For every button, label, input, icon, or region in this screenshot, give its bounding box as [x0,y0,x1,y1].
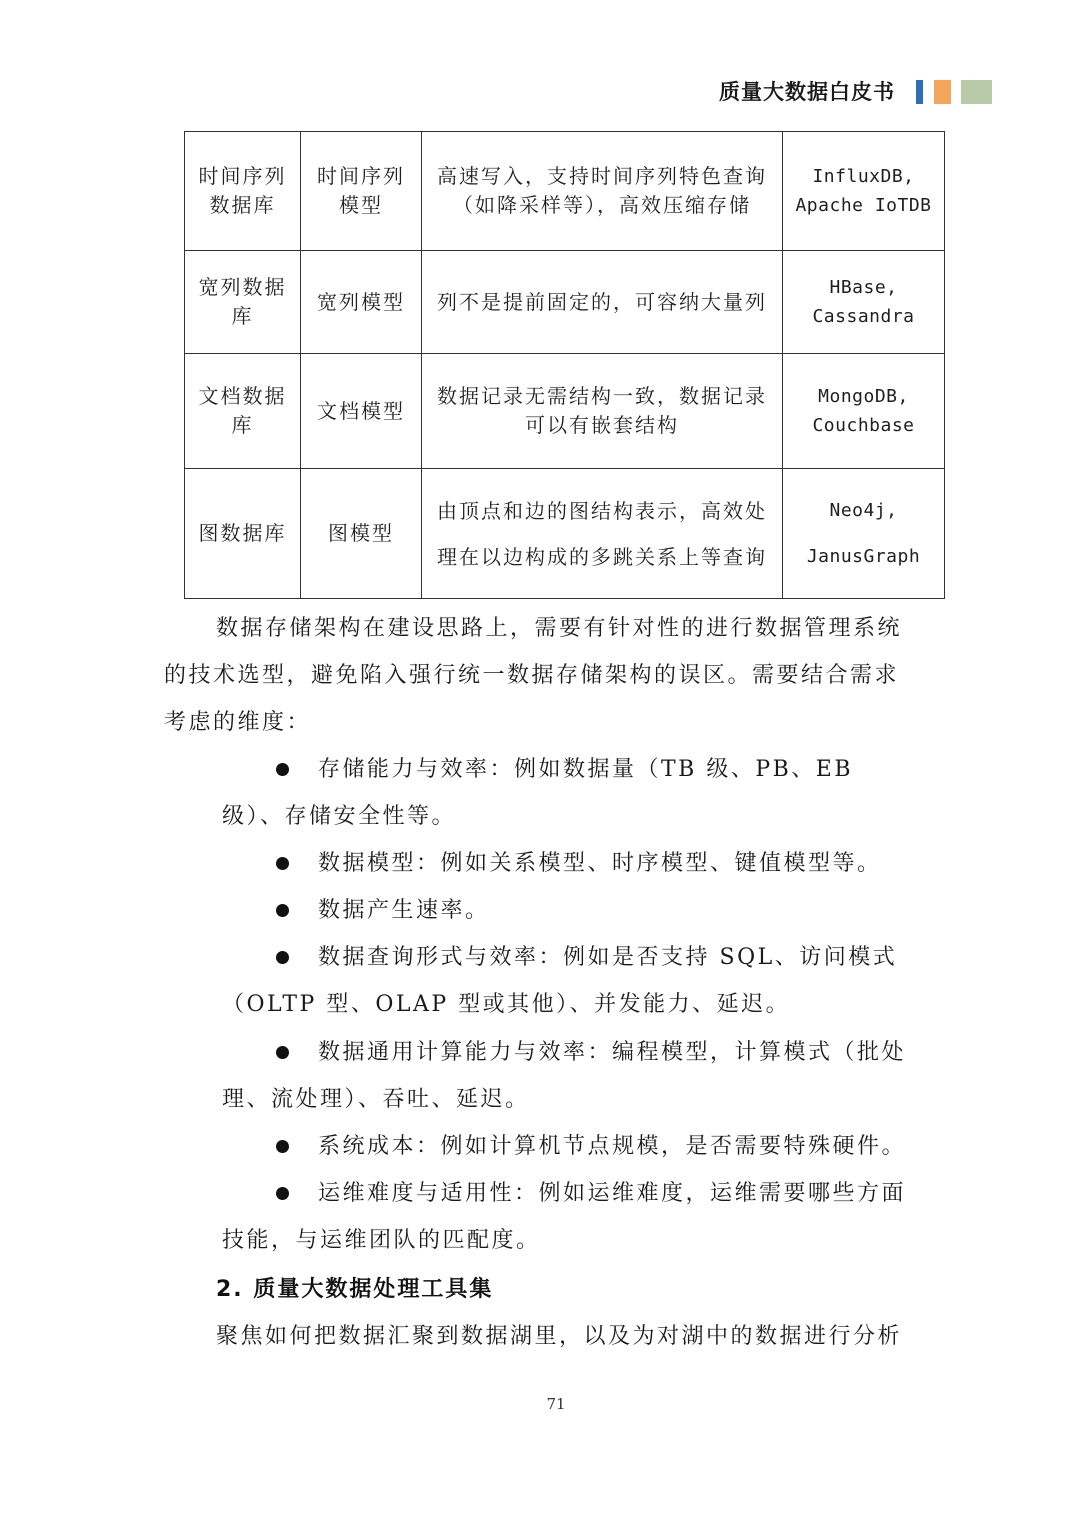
table-row [185,132,945,251]
list-item-text: 系统成本：例如计算机节点规模，是否需要特殊硬件。 [318,1134,907,1159]
list-item-text: 数据查询形式与效率：例如是否支持 SQL、访问模式（OLTP 型、OLAP 型或其他）、并发能力、延迟。 [222,945,898,1017]
list-item [222,1170,916,1264]
header-title: 质量大数据白皮书 [719,80,895,104]
table-cell-products: InfluxDB, Apache IoTDB [783,132,945,251]
header-bar-blue [916,80,923,104]
header-bar-green [961,80,992,104]
table-cell-description: 由顶点和边的图结构表示，高效处 理在以边构成的多跳关系上等查询 [422,469,783,599]
bullet-dot-icon [276,1187,289,1200]
list-item-text: 数据通用计算能力与效率：编程模型，计算模式（批处理、流处理）、吞吐、延迟。 [222,1040,907,1112]
list-item-text: 数据产生速率。 [318,898,490,923]
table-cell-description: 数据记录无需结构一致，数据记录 可以有嵌套结构 [422,354,783,469]
table-cell-products: HBase, Cassandra [783,251,945,354]
table-cell-category: 宽列数据 库 [185,251,301,354]
page-header [0,78,1080,110]
table-cell-model: 时间序列 模型 [301,132,422,251]
table-cell-products: Neo4j, JanusGraph [783,469,945,599]
page-number: 71 [546,1395,566,1413]
table-row [185,469,945,599]
list-item-text: 存储能力与效率：例如数据量（TB 级、PB、EB 级）、存储安全性等。 [222,757,854,829]
table-row [185,354,945,469]
list-item [222,887,916,934]
list-item [222,1029,916,1123]
bullet-dot-icon [276,951,289,964]
list-item [222,1123,916,1170]
list-item-text: 数据模型：例如关系模型、时序模型、键值模型等。 [318,851,882,876]
database-table [184,131,945,599]
bullet-dot-icon [276,1046,289,1059]
bullet-dot-icon [276,1140,289,1153]
closing-paragraph: 聚焦如何把数据汇聚到数据湖里，以及为对湖中的数据进行分析 [216,1324,903,1349]
bullet-dot-icon [276,857,289,870]
list-item [222,840,916,887]
list-item [222,746,916,840]
list-item-text: 运维难度与适用性：例如运维难度，运维需要哪些方面技能，与运维团队的匹配度。 [222,1181,907,1253]
table-cell-category: 时间序列 数据库 [185,132,301,251]
header-bar-orange [934,80,951,104]
table-cell-model: 图模型 [301,469,422,599]
intro-paragraph: 数据存储架构在建设思路上，需要有针对性的进行数据管理系统的技术选型，避免陷入强行统一数据存储架构的误区。需要结合需求考虑的维度： [164,616,903,735]
section-heading: 2. 质量大数据处理工具集 [216,1277,494,1302]
table-cell-description: 列不是提前固定的，可容纳大量列 [422,251,783,354]
table-cell-model: 文档模型 [301,354,422,469]
bullet-dot-icon [276,763,289,776]
table-cell-description: 高速写入，支持时间序列特色查询 （如降采样等），高效压缩存储 [422,132,783,251]
list-item [222,934,916,1028]
bullet-dot-icon [276,904,289,917]
table-cell-products: MongoDB, Couchbase [783,354,945,469]
table-cell-category: 图数据库 [185,469,301,599]
table-cell-model: 宽列模型 [301,251,422,354]
table-row [185,251,945,354]
table-cell-category: 文档数据 库 [185,354,301,469]
